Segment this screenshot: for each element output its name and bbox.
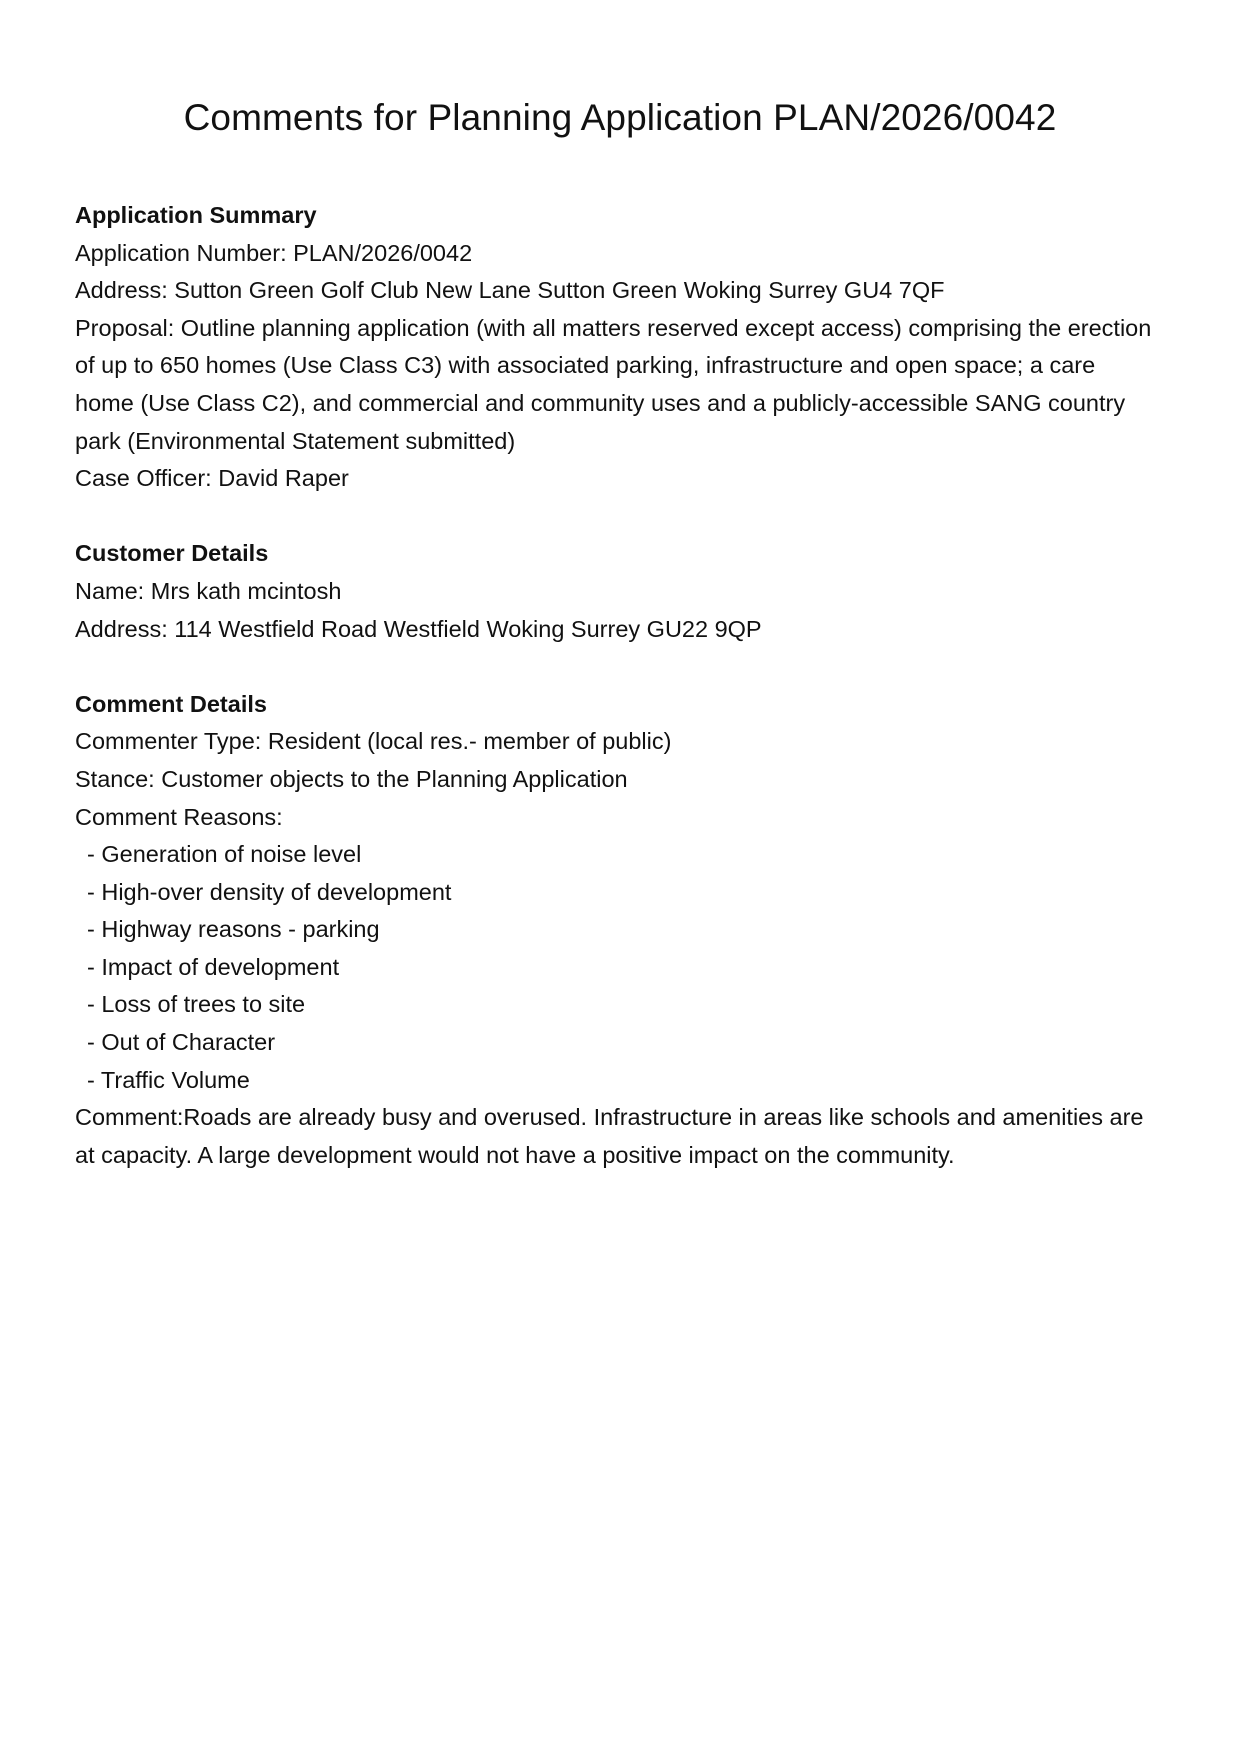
comment-reason-item: - Generation of noise level bbox=[87, 841, 362, 868]
comment-reason-item: - Loss of trees to site bbox=[87, 991, 306, 1018]
comment-reason-item: - Out of Character bbox=[87, 1029, 276, 1056]
comment-reason-item: - High-over density of development bbox=[87, 878, 452, 905]
section-spacer bbox=[75, 498, 1155, 536]
comment-details-heading: Comment Details bbox=[75, 690, 267, 717]
comment-reason-item: - Traffic Volume bbox=[87, 1066, 250, 1093]
case-officer: Case Officer: David Raper bbox=[75, 465, 349, 492]
stance: Stance: Customer objects to the Planning Application bbox=[75, 765, 628, 792]
application-address: Address: Sutton Green Golf Club New Lane Sutton Green Woking Surrey GU4 7QF bbox=[75, 277, 945, 304]
customer-address: Address: 114 Westfield Road Westfield Woking Surrey GU22 9QP bbox=[75, 615, 762, 642]
commenter-type: Commenter Type: Resident (local res.- member of public) bbox=[75, 728, 672, 755]
comment-details-section bbox=[75, 686, 1155, 1175]
document-body bbox=[75, 197, 1155, 1174]
application-summary-heading: Application Summary bbox=[75, 202, 317, 228]
application-summary-section bbox=[75, 197, 1155, 498]
comment-reason-item: - Highway reasons - parking bbox=[87, 916, 380, 943]
application-proposal: Proposal: Outline planning application (with all matters reserved except access) comprising the erection of up to 650 homes (Use Class C3) with associated parking, infrastructure and open space; a care home (Use Class C2), and commercial and community uses and a publicly-accessible SANG country park (Environmental Statement submitted) bbox=[75, 314, 1152, 454]
page-title: Comments for Planning Application PLAN/2026/0042 bbox=[183, 97, 1057, 138]
comment-reasons-label: Comment Reasons: bbox=[75, 803, 283, 830]
application-number: Application Number: PLAN/2026/0042 bbox=[75, 239, 473, 266]
customer-details-heading: Customer Details bbox=[75, 540, 269, 567]
comment-reason-item: - Impact of development bbox=[87, 953, 340, 980]
customer-details-section bbox=[75, 535, 1155, 648]
comment-reasons-list bbox=[75, 836, 1155, 1099]
customer-name: Name: Mrs kath mcintosh bbox=[75, 577, 342, 604]
comment-text: Comment:Roads are already busy and overused. Infrastructure in areas like schools and amenities are at capacity. A large development would not have a positive impact on the community. bbox=[75, 1104, 1144, 1168]
section-spacer bbox=[75, 648, 1155, 686]
